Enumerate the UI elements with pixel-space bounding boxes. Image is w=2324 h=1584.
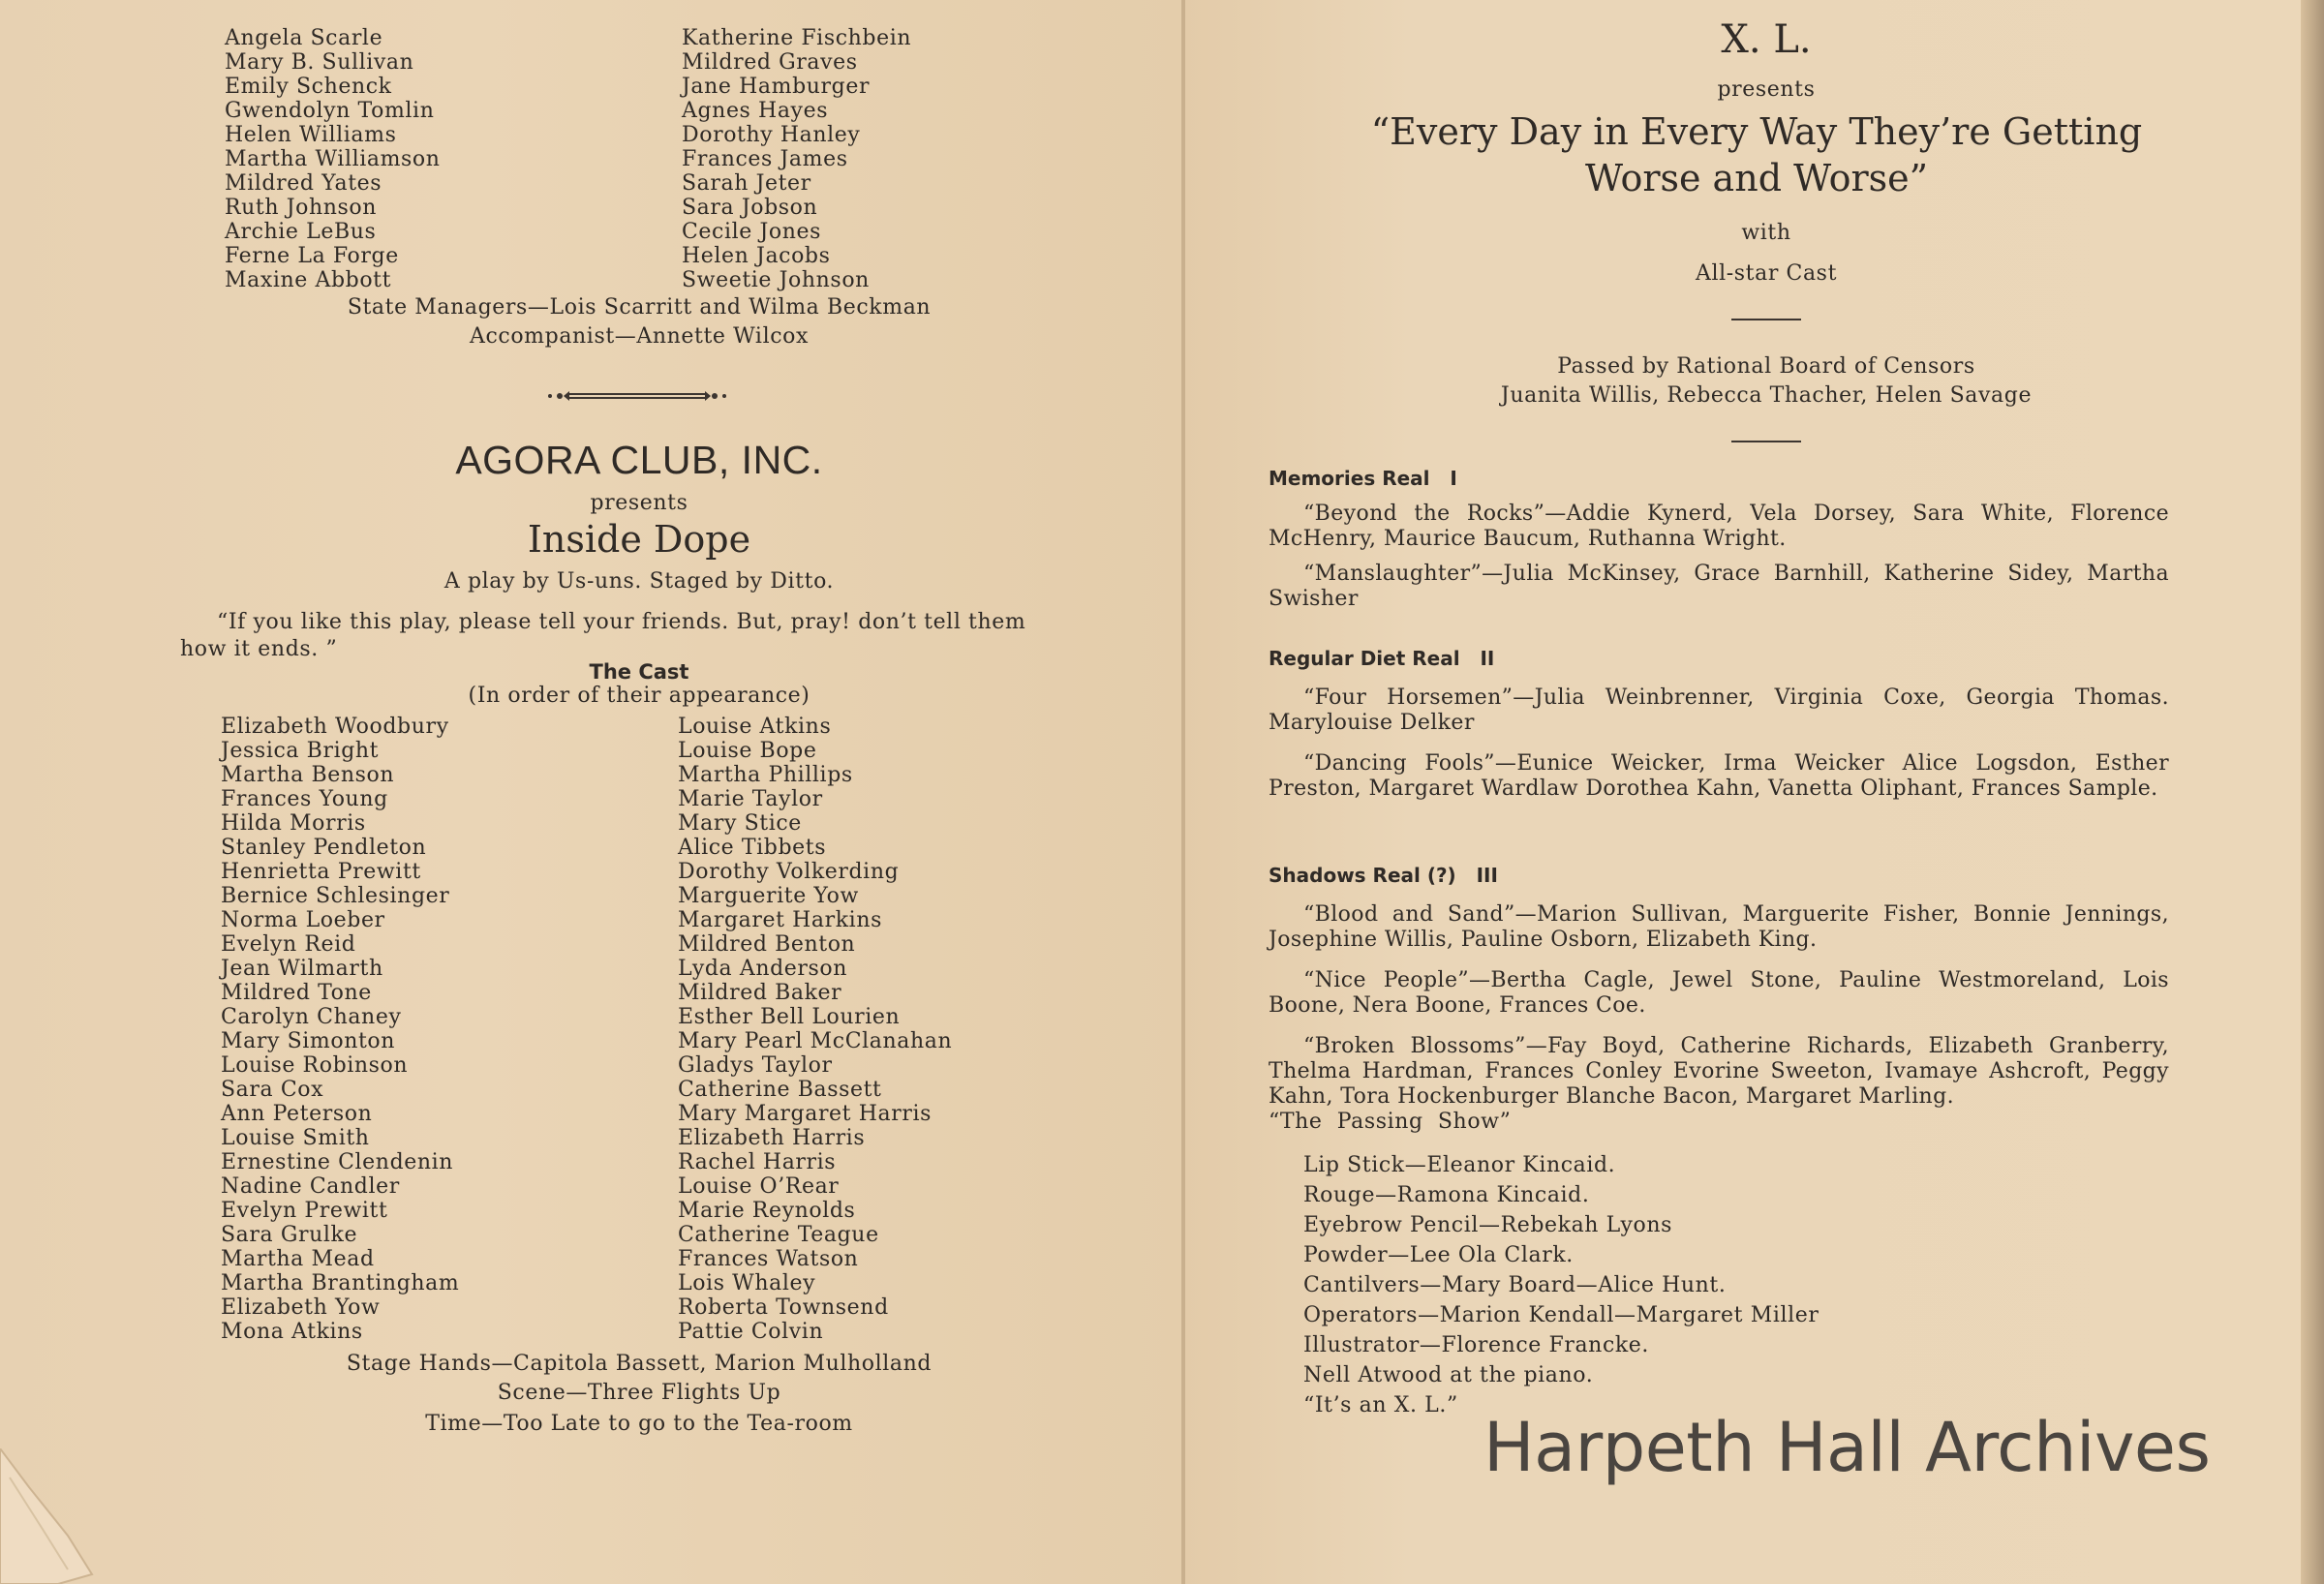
section-2-item-1: “Four Horsemen”—Julia Weinbrenner, Virginia Coxe, Georgia Thomas. Marylouise Delker (1269, 685, 2169, 735)
section-1-item-1: “Beyond the Rocks”—Addie Kynerd, Vela Dorsey, Sara White, Florence McHenry, Maurice Baucum, Ruthanna Wright. (1269, 502, 2169, 551)
ornament-divider (531, 389, 744, 403)
cast-name: Cecile Jones (682, 220, 822, 244)
credit-line: Eyebrow Pencil—Rebekah Lyons (1303, 1213, 1673, 1237)
cast-name: Ann Peterson (221, 1102, 373, 1126)
cast-name: Mildred Tone (221, 981, 372, 1005)
cast-name: Marie Reynolds (678, 1199, 856, 1223)
cast-name: Catherine Bassett (678, 1078, 882, 1102)
cast-name: Mildred Yates (225, 171, 382, 196)
cast-name: Evelyn Prewitt (221, 1199, 388, 1223)
cast-name: Carolyn Chaney (221, 1005, 402, 1029)
cast-name: Martha Mead (221, 1247, 375, 1271)
cast-name: Mary Stice (678, 811, 802, 836)
stage-managers: State Managers—Lois Scarritt and Wilma Beckman (347, 295, 932, 320)
cast-name: Angela Scarle (225, 26, 383, 50)
cast-name: Mary Pearl McClanahan (678, 1029, 953, 1053)
accompanist: Accompanist—Annette Wilcox (470, 324, 809, 349)
left-presents: presents (590, 491, 688, 515)
cast-name: Elizabeth Woodbury (221, 715, 449, 739)
cast-name: Frances Watson (678, 1247, 859, 1271)
right-presents: presents (1717, 77, 1816, 102)
play-byline: A play by Us-uns. Staged by Ditto. (443, 569, 835, 594)
cast-heading: The Cast (589, 660, 689, 684)
cast-name: Sara Jobson (682, 196, 818, 220)
credit-line: “It’s an X. L.” (1303, 1393, 1458, 1417)
quote-line-2: how it ends. ” (180, 637, 338, 661)
cast-name: Ruth Johnson (225, 196, 378, 220)
page-corner-fold (0, 1448, 97, 1584)
passing-show: “The Passing Show” (1269, 1110, 1512, 1134)
credit-line: Cantilvers—Mary Board—Alice Hunt. (1303, 1273, 1727, 1297)
cast-name: Mildred Benton (678, 932, 856, 957)
section-2-item-2: “Dancing Fools”—Eunice Weicker, Irma Weicker Alice Logsdon, Esther Preston, Margaret Wardlaw Dorothea Kahn, Vanetta Oliphant, Frances Sample. (1269, 751, 2169, 801)
top-names-col2 (682, 26, 911, 292)
cast-name: Helen Williams (225, 123, 397, 147)
cast-name: Margaret Harkins (678, 908, 882, 932)
cast-name: Mildred Graves (682, 50, 858, 75)
cast-name: Louise Atkins (678, 715, 832, 739)
show-title-line1: “Every Day in Every Way They’re Getting (1370, 110, 2143, 153)
cast-name: Henrietta Prewitt (221, 860, 421, 884)
xl-title: X. L. (1721, 17, 1812, 62)
cast-subheading: (In order of their appearance) (468, 684, 810, 708)
cast-name: Lyda Anderson (678, 957, 848, 981)
club-title: AGORA CLUB, INC. (455, 438, 823, 482)
right-page (1185, 0, 2324, 1584)
cast-name: Mary Simonton (221, 1029, 396, 1053)
rule-bottom (1731, 441, 1801, 442)
cast-name: Archie LeBus (225, 220, 377, 244)
cast-name: Gladys Taylor (678, 1053, 833, 1078)
cast-name: Nadine Candler (221, 1174, 400, 1199)
cast-col1 (221, 715, 459, 1344)
cast-name: Katherine Fischbein (682, 26, 912, 50)
cast-name: Elizabeth Harris (678, 1126, 866, 1150)
cast-name: Martha Benson (221, 763, 395, 787)
section-heading-2: Regular Diet Real II (1269, 647, 1495, 670)
cast-name: Marie Taylor (678, 787, 823, 811)
cast-name: Esther Bell Lourien (678, 1005, 901, 1029)
all-star-cast: All-star Cast (1695, 261, 1838, 286)
cast-name: Sweetie Johnson (682, 268, 870, 292)
scene: Scene—Three Flights Up (497, 1381, 781, 1405)
credit-line: Illustrator—Florence Francke. (1303, 1333, 1650, 1357)
cast-name: Sara Grulke (221, 1223, 358, 1247)
cast-name: Louise Bope (678, 739, 817, 763)
cast-name: Elizabeth Yow (221, 1295, 381, 1320)
section-3-item-1: “Blood and Sand”—Marion Sullivan, Marguerite Fisher, Bonnie Jennings, Josephine Willis, Pauline Osborn, Elizabeth King. (1269, 902, 2169, 952)
top-names-col1 (225, 26, 441, 292)
cast-name: Dorothy Volkerding (678, 860, 900, 884)
cast-name: Louise Robinson (221, 1053, 409, 1078)
cast-name: Agnes Hayes (682, 99, 829, 123)
quote-line-1: “If you like this play, please tell your friends. But, pray! don’t tell them (217, 610, 1026, 634)
show-title-line2: Worse and Worse” (1584, 157, 1929, 199)
rule-top (1731, 319, 1801, 320)
credit-line: Operators—Marion Kendall—Margaret Miller (1303, 1303, 1819, 1327)
cast-name: Roberta Townsend (678, 1295, 889, 1320)
credit-line: Nell Atwood at the piano. (1303, 1363, 1594, 1387)
time: Time—Too Late to go to the Tea-room (425, 1412, 853, 1436)
section-heading-3: Shadows Real (?) III (1269, 864, 1498, 887)
cast-name: Dorothy Hanley (682, 123, 861, 147)
cast-name: Mary Margaret Harris (678, 1102, 932, 1126)
cast-name: Emily Schenck (225, 75, 392, 99)
section-3-item-2: “Nice People”—Bertha Cagle, Jewel Stone, Pauline Westmoreland, Lois Boone, Nera Boone, Frances Coe. (1269, 968, 2169, 1018)
cast-name: Mona Atkins (221, 1320, 363, 1344)
cast-name: Stanley Pendleton (221, 836, 427, 860)
cast-name: Hilda Morris (221, 811, 366, 836)
cast-name: Jessica Bright (221, 739, 380, 763)
cast-name: Lois Whaley (678, 1271, 816, 1295)
section-3-item-3: “Broken Blossoms”—Fay Boyd, Catherine Richards, Elizabeth Granberry, Thelma Hardman, Frances Conley Evorine Sweeton, Ivamaye Ashcroft, Peggy Kahn, Tora Hockenburger Blanche Bacon, Margaret Marling. (1269, 1034, 2169, 1109)
cast-name: Frances Young (221, 787, 388, 811)
credit-line: Rouge—Ramona Kincaid. (1303, 1183, 1590, 1207)
cast-name: Frances James (682, 147, 848, 171)
cast-name: Pattie Colvin (678, 1320, 824, 1344)
play-title: Inside Dope (527, 518, 751, 561)
with-label: with (1741, 221, 1791, 245)
cast-name: Jane Hamburger (682, 75, 871, 99)
censors-heading: Passed by Rational Board of Censors (1557, 354, 1975, 379)
cast-name: Maxine Abbott (225, 268, 392, 292)
cast-name: Catherine Teague (678, 1223, 879, 1247)
cast-name: Marguerite Yow (678, 884, 859, 908)
cast-name: Alice Tibbets (678, 836, 827, 860)
stage-hands: Stage Hands—Capitola Bassett, Marion Mulholland (346, 1352, 933, 1376)
cast-name: Norma Loeber (221, 908, 385, 932)
cast-name: Ferne La Forge (225, 244, 399, 268)
credits-list (1303, 1150, 1819, 1420)
credit-line: Powder—Lee Ola Clark. (1303, 1243, 1574, 1267)
cast-name: Martha Williamson (225, 147, 441, 171)
cast-name: Martha Phillips (678, 763, 853, 787)
section-heading-1: Memories Real I (1269, 467, 1457, 490)
cast-name: Gwendolyn Tomlin (225, 99, 435, 123)
cast-name: Louise Smith (221, 1126, 370, 1150)
page-edge (2301, 0, 2324, 1584)
cast-name: Sarah Jeter (682, 171, 811, 196)
cast-col2 (678, 715, 952, 1344)
censors-names: Juanita Willis, Rebecca Thacher, Helen Savage (1500, 383, 2033, 408)
cast-name: Mary B. Sullivan (225, 50, 414, 75)
cast-name: Louise O’Rear (678, 1174, 840, 1199)
cast-name: Sara Cox (221, 1078, 324, 1102)
cast-name: Martha Brantingham (221, 1271, 460, 1295)
cast-name: Bernice Schlesinger (221, 884, 450, 908)
cast-name: Evelyn Reid (221, 932, 356, 957)
credit-line: Lip Stick—Eleanor Kincaid. (1303, 1153, 1616, 1177)
cast-name: Mildred Baker (678, 981, 842, 1005)
section-1-item-2: “Manslaughter”—Julia McKinsey, Grace Barnhill, Katherine Sidey, Martha Swisher (1269, 562, 2169, 611)
cast-name: Jean Wilmarth (221, 957, 383, 981)
archive-watermark: Harpeth Hall Archives (1483, 1408, 2211, 1487)
cast-name: Helen Jacobs (682, 244, 831, 268)
cast-name: Ernestine Clendenin (221, 1150, 454, 1174)
cast-name: Rachel Harris (678, 1150, 837, 1174)
